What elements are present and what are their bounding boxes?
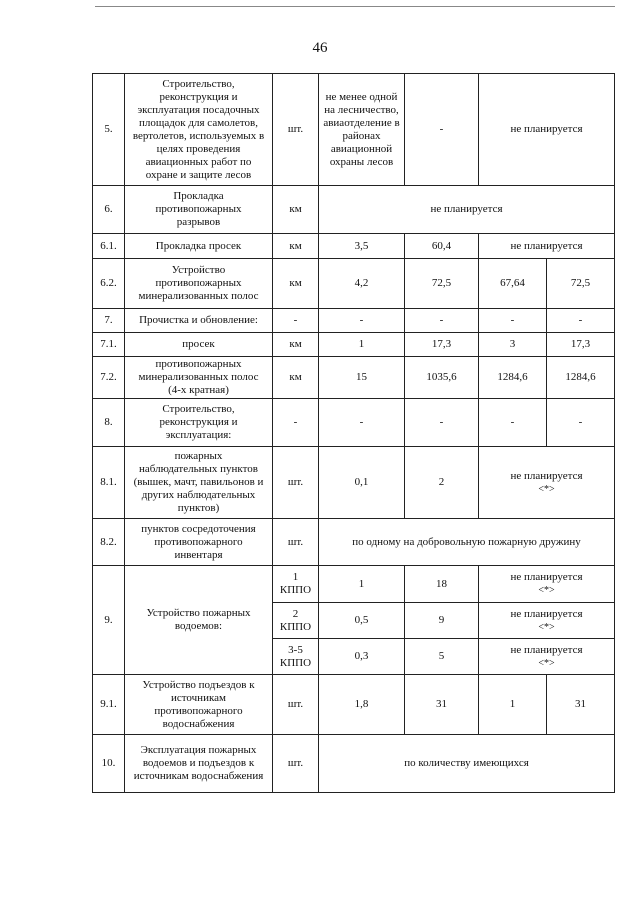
row-number: 9. (93, 566, 125, 675)
value-cell: - (405, 309, 479, 333)
value-cell: 2 (405, 447, 479, 519)
unit-cell: км (273, 186, 319, 234)
row-number: 8.2. (93, 519, 125, 566)
row-number: 9.1. (93, 675, 125, 735)
table-row (93, 357, 615, 399)
merged-cell: не планируется (319, 186, 615, 234)
measure-name: пунктов сосредоточения противопожарного инвентаря (125, 519, 273, 566)
measure-name: Устройство противопожарных минерализованных полос (125, 259, 273, 309)
merged-cell: по одному на добровольную пожарную дружину (319, 519, 615, 566)
footnote-mark: <*> (538, 483, 555, 495)
merged-cell: не планируется (479, 234, 615, 259)
table-row (93, 333, 615, 357)
value-cell: - (319, 309, 405, 333)
footnote-mark: <*> (538, 657, 555, 669)
row-number: 6.1. (93, 234, 125, 259)
value-cell: - (547, 309, 615, 333)
status-text: не планируется (510, 607, 583, 620)
footnote-mark: <*> (538, 621, 555, 633)
measure-name: просек (125, 333, 273, 357)
measure-name: Эксплуатация пожарных водоемов и подъездов к источникам водоснабжения (125, 735, 273, 793)
value-cell: 9 (405, 603, 479, 639)
row-number: 6. (93, 186, 125, 234)
merged-cell: не планируется (479, 74, 615, 186)
value-cell: 72,5 (405, 259, 479, 309)
value-cell: 3,5 (319, 234, 405, 259)
table-row (93, 186, 615, 234)
value-cell: 15 (319, 357, 405, 399)
value-cell: 1284,6 (479, 357, 547, 399)
value-cell: - (319, 399, 405, 447)
table-row (93, 447, 615, 519)
measure-name: Прочистка и обновление: (125, 309, 273, 333)
row-number: 6.2. (93, 259, 125, 309)
measure-name: Строительство, реконструкция и эксплуатация: (125, 399, 273, 447)
value-cell: 17,3 (547, 333, 615, 357)
row-number: 8.1. (93, 447, 125, 519)
table-row (93, 234, 615, 259)
table-row (93, 259, 615, 309)
value-cell: 4,2 (319, 259, 405, 309)
unit-cell: шт. (273, 675, 319, 735)
value-cell: 67,64 (479, 259, 547, 309)
row-number: 8. (93, 399, 125, 447)
unit-cell: 2 КППО (273, 603, 319, 639)
value-cell: не менее одной на лесничество, авиаотделение в районах авиационной охраны лесов (319, 74, 405, 186)
merged-cell (479, 603, 615, 639)
unit-cell: шт. (273, 447, 319, 519)
row-number: 7.2. (93, 357, 125, 399)
table-row (93, 399, 615, 447)
row-number: 7.1. (93, 333, 125, 357)
row-number: 10. (93, 735, 125, 793)
table-row (93, 735, 615, 793)
value-cell: - (405, 74, 479, 186)
measure-name: Прокладка просек (125, 234, 273, 259)
value-cell: 31 (405, 675, 479, 735)
measure-name: Прокладка противопожарных разрывов (125, 186, 273, 234)
merged-cell: по количеству имеющихся (319, 735, 615, 793)
value-cell: 72,5 (547, 259, 615, 309)
measure-name: Устройство пожарных водоемов: (125, 566, 273, 675)
unit-cell: шт. (273, 74, 319, 186)
measures-table (92, 73, 615, 793)
value-cell: 1 (479, 675, 547, 735)
unit-cell: км (273, 333, 319, 357)
unit-cell: - (273, 309, 319, 333)
value-cell: - (405, 399, 479, 447)
value-cell: 5 (405, 639, 479, 675)
footnote-mark: <*> (538, 585, 555, 596)
merged-cell (479, 566, 615, 603)
row-number: 5. (93, 74, 125, 186)
value-cell: 60,4 (405, 234, 479, 259)
value-cell: 17,3 (405, 333, 479, 357)
measure-name: Устройство подъездов к источникам противопожарного водоснабжения (125, 675, 273, 735)
table-row (93, 566, 615, 603)
unit-cell: 3-5 КППО (273, 639, 319, 675)
measure-name: Строительство, реконструкция и эксплуатация посадочных площадок для самолетов, вертолетов, используемых в целях проведения авиационных работ по охране и защите лесов (125, 74, 273, 186)
unit-cell: - (273, 399, 319, 447)
top-rule (95, 6, 615, 7)
unit-cell: 1 КППО (273, 566, 319, 603)
value-cell: 0,3 (319, 639, 405, 675)
table-row (93, 519, 615, 566)
value-cell: 1284,6 (547, 357, 615, 399)
row-number: 7. (93, 309, 125, 333)
unit-cell: км (273, 234, 319, 259)
value-cell: 0,1 (319, 447, 405, 519)
unit-cell: км (273, 357, 319, 399)
unit-cell: шт. (273, 519, 319, 566)
value-cell: - (547, 399, 615, 447)
value-cell: - (479, 309, 547, 333)
value-cell: 1035,6 (405, 357, 479, 399)
value-cell: 0,5 (319, 603, 405, 639)
unit-cell: шт. (273, 735, 319, 793)
table-row (93, 74, 615, 186)
value-cell: - (479, 399, 547, 447)
measure-name: противопожарных минерализованных полос (4-х кратная) (125, 357, 273, 399)
value-cell: 1 (319, 333, 405, 357)
status-text: не планируется (510, 469, 583, 482)
value-cell: 3 (479, 333, 547, 357)
value-cell: 1,8 (319, 675, 405, 735)
table-row (93, 309, 615, 333)
merged-cell (479, 639, 615, 675)
value-cell: 18 (405, 566, 479, 603)
unit-cell: км (273, 259, 319, 309)
measure-name: пожарных наблюдательных пунктов (вышек, мачт, павильонов и других наблюдательных пунктов) (125, 447, 273, 519)
merged-cell (479, 447, 615, 519)
value-cell: 31 (547, 675, 615, 735)
status-text: не планируется (510, 643, 583, 656)
value-cell: 1 (319, 566, 405, 603)
status-text: не планируется (510, 571, 583, 583)
page-number: 46 (312, 40, 328, 56)
table-row (93, 675, 615, 735)
